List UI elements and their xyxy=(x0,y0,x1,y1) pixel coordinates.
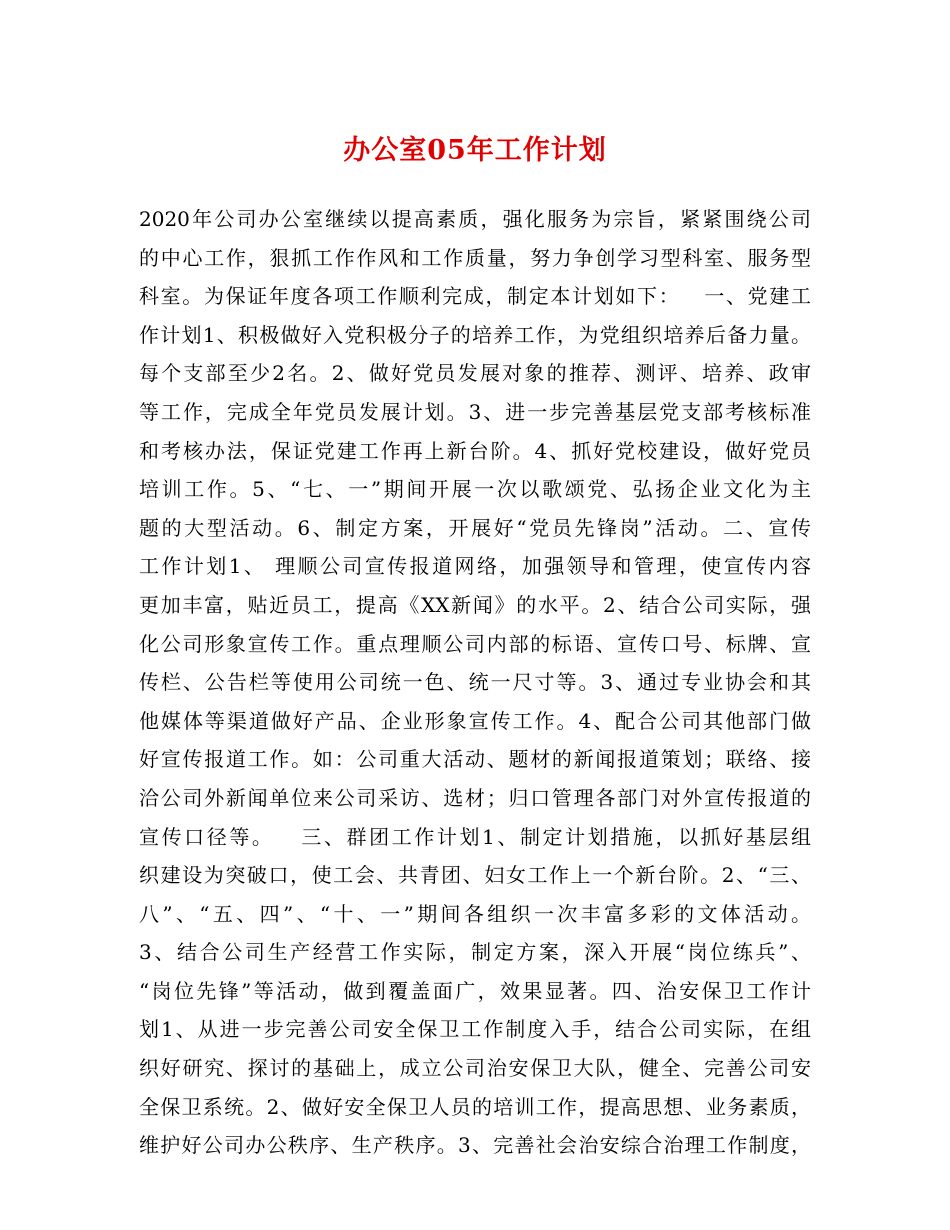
body-line: 织建设为突破口，使工会、共青团、妇女工作上一个新台阶。2、“三、 xyxy=(139,863,811,888)
body-line: 好宣传报道工作。如：公司重大活动、题材的新闻报道策划；联络、接 xyxy=(139,747,811,772)
body-line: “岗位先锋”等活动，做到覆盖面广，效果显著。四、治安保卫工作计 xyxy=(139,978,811,1003)
body-line: 科室。为保证年度各项工作顺利完成，制定本计划如下： 一、党建工 xyxy=(139,284,811,309)
body-line: 化公司形象宣传工作。重点理顺公司内部的标语、宣传口号、标牌、宣 xyxy=(139,631,811,656)
document-title: 办公室05年工作计划 xyxy=(343,135,607,166)
body-line: 划1、从进一步完善公司安全保卫工作制度入手，结合公司实际，在组 xyxy=(139,1017,811,1042)
body-line: 织好研究、探讨的基础上，成立公司治安保卫大队，健全、完善公司安 xyxy=(139,1056,811,1081)
body-line: 维护好公司办公秩序、生产秩序。3、完善社会治安综合治理工作制度， xyxy=(139,1133,811,1158)
body-line: 更加丰富，贴近员工，提高《XX新闻》的水平。2、结合公司实际，强 xyxy=(139,592,811,617)
body-line: 工作计划1、 理顺公司宣传报道网络，加强领导和管理，使宣传内容 xyxy=(139,554,811,579)
body-line: 八”、“五、四”、“十、一”期间各组织一次丰富多彩的文体活动。 xyxy=(139,901,811,926)
body-line: 的中心工作，狠抓工作作风和工作质量，努力争创学习型科室、服务型 xyxy=(139,245,811,270)
body-line: 每个支部至少2名。2、做好党员发展对象的推荐、测评、培养、政审 xyxy=(139,361,811,386)
body-line: 作计划1、积极做好入党积极分子的培养工作，为党组织培养后备力量。 xyxy=(139,322,811,347)
body-line: 全保卫系统。2、做好安全保卫人员的培训工作，提高思想、业务素质， xyxy=(139,1094,811,1119)
body-line: 洽公司外新闻单位来公司采访、选材；归口管理各部门对外宣传报道的 xyxy=(139,785,811,810)
body-line: 题的大型活动。6、制定方案，开展好“党员先锋岗”活动。二、宣传 xyxy=(139,515,811,540)
body-line: 他媒体等渠道做好产品、企业形象宣传工作。4、配合公司其他部门做 xyxy=(139,708,811,733)
body-line: 2020年公司办公室继续以提高素质，强化服务为宗旨，紧紧围绕公司 xyxy=(139,207,811,231)
body-line: 培训工作。5、“七、一”期间开展一次以歌颂党、弘扬企业文化为主 xyxy=(139,477,811,502)
body-line: 传栏、公告栏等使用公司统一色、统一尺寸等。3、通过专业协会和其 xyxy=(139,670,811,695)
body-line: 等工作，完成全年党员发展计划。3、进一步完善基层党支部考核标准 xyxy=(139,399,811,424)
document-body xyxy=(139,200,811,1165)
body-line: 和考核办法，保证党建工作再上新台阶。4、抓好党校建设，做好党员 xyxy=(139,438,811,463)
body-line: 宣传口径等。 三、群团工作计划1、制定计划措施，以抓好基层组 xyxy=(139,824,811,849)
body-line: 3、结合公司生产经营工作实际，制定方案，深入开展“岗位练兵”、 xyxy=(139,940,811,965)
